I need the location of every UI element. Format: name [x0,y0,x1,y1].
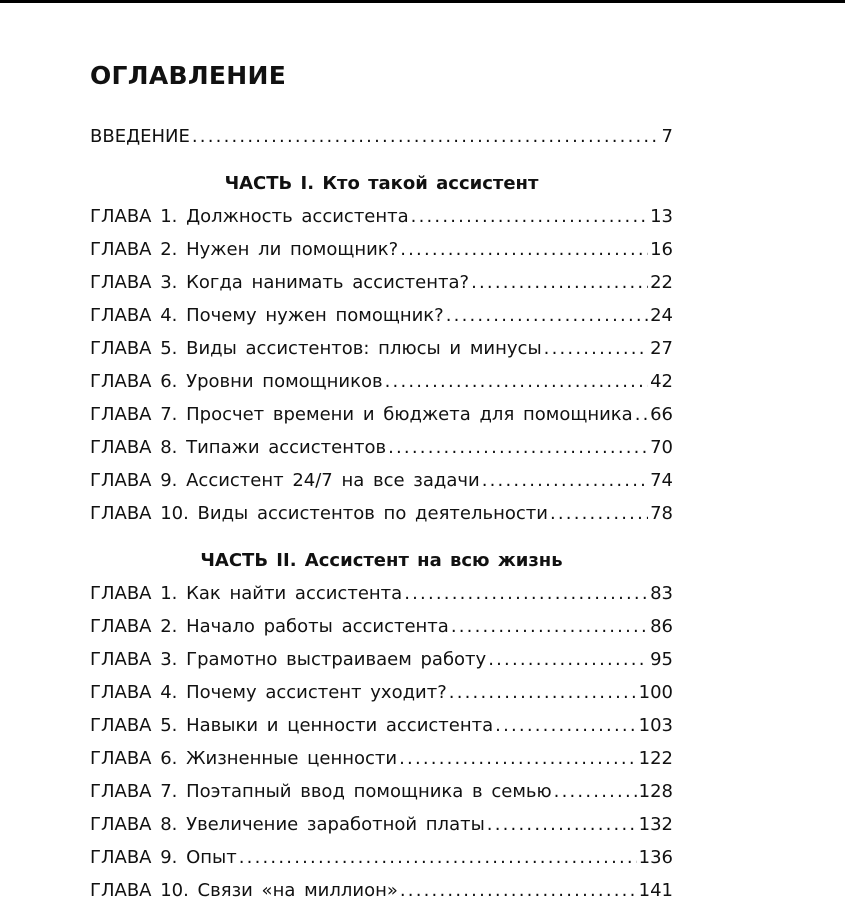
toc-entry [90,332,673,365]
entry-page-number: 95 [650,649,673,670]
dot-leader [239,841,637,874]
entry-page-number: 22 [650,272,673,293]
toc-entry [90,841,673,874]
dot-leader [385,365,648,398]
dot-leader [446,299,648,332]
toc-part-section [90,544,673,907]
dot-leader [554,775,637,808]
entry-page-number: 132 [638,814,673,835]
dot-leader [411,200,648,233]
toc-entry [90,874,673,907]
dot-leader [404,577,648,610]
entry-page-number: 24 [650,305,673,326]
dot-leader [488,643,648,676]
toc-entry [90,200,673,233]
entry-label: ГЛАВА 5. Навыки и ценности ассистента [90,715,494,736]
entry-label: ГЛАВА 3. Грамотно выстраиваем работу [90,649,487,670]
toc-entry [90,299,673,332]
toc-entry [90,610,673,643]
entry-page-number: 42 [650,371,673,392]
dot-leader [449,676,637,709]
toc-entry [90,709,673,742]
entry-page-number: 7 [661,126,673,147]
part-heading: ЧАСТЬ II. Ассистент на всю жизнь [200,550,563,571]
dot-leader [487,808,637,841]
dot-leader [482,464,648,497]
dot-leader [635,398,648,431]
part-heading: ЧАСТЬ I. Кто такой ассистент [224,173,539,194]
entry-page-number: 16 [650,239,673,260]
dot-leader [400,874,637,907]
entry-label: ГЛАВА 10. Связи «на миллион» [90,880,398,901]
entry-label: ГЛАВА 9. Ассистент 24/7 на все задачи [90,470,480,491]
entry-label: ГЛАВА 6. Жизненные ценности [90,748,398,769]
toc-entry [90,775,673,808]
entry-label: ГЛАВА 4. Почему нужен помощник? [90,305,444,326]
entry-label: ГЛАВА 2. Начало работы ассистента [90,616,449,637]
entry-label: ГЛАВА 5. Виды ассистентов: плюсы и минусы [90,338,542,359]
entry-label: ГЛАВА 7. Поэтапный ввод помощника в семью [90,781,552,802]
entry-page-number: 128 [638,781,673,802]
toc-entry [90,643,673,676]
dot-leader [550,497,648,530]
entry-label: ГЛАВА 8. Увеличение заработной платы [90,814,485,835]
dot-leader [495,709,636,742]
entry-page-number: 86 [650,616,673,637]
toc-entry [90,497,673,530]
entry-page-number: 13 [650,206,673,227]
parts-container [90,167,673,907]
toc-entry [90,233,673,266]
dot-leader [544,332,648,365]
dot-leader [451,610,648,643]
entry-page-number: 70 [650,437,673,458]
toc-entry [90,577,673,610]
toc-entry-intro [90,120,673,153]
entry-label: ГЛАВА 7. Просчет времени и бюджета для помощника [90,404,633,425]
dot-leader [471,266,648,299]
dot-leader [399,742,637,775]
top-border-line [0,0,845,3]
toc-entry [90,676,673,709]
toc-entry [90,431,673,464]
toc-part-section [90,167,673,530]
entry-label: ГЛАВА 4. Почему ассистент уходит? [90,682,447,703]
entry-label: ГЛАВА 1. Должность ассистента [90,206,409,227]
entry-page-number: 83 [650,583,673,604]
entry-label: ВВЕДЕНИЕ [90,126,190,147]
entry-page-number: 74 [650,470,673,491]
entry-page-number: 136 [638,847,673,868]
toc-entry [90,464,673,497]
entry-page-number: 27 [650,338,673,359]
toc-entry [90,398,673,431]
toc-entry [90,266,673,299]
table-of-contents [90,56,673,907]
toc-entry [90,365,673,398]
entry-page-number: 78 [650,503,673,524]
entry-page-number: 100 [638,682,673,703]
entry-label: ГЛАВА 6. Уровни помощников [90,371,383,392]
entry-page-number: 103 [638,715,673,736]
entry-page-number: 66 [650,404,673,425]
entry-label: ГЛАВА 3. Когда нанимать ассистента? [90,272,470,293]
toc-entry [90,742,673,775]
entry-label: ГЛАВА 10. Виды ассистентов по деятельности [90,503,548,524]
dot-leader [400,233,648,266]
entry-label: ГЛАВА 8. Типажи ассистентов [90,437,387,458]
entry-label: ГЛАВА 9. Опыт [90,847,237,868]
entry-label: ГЛАВА 1. Как найти ассистента [90,583,403,604]
entry-label: ГЛАВА 2. Нужен ли помощник? [90,239,399,260]
dot-leader [192,120,660,153]
entry-page-number: 122 [638,748,673,769]
toc-entry [90,808,673,841]
entry-page-number: 141 [638,880,673,901]
dot-leader [388,431,648,464]
page-title: ОГЛАВЛЕНИЕ [90,61,287,90]
